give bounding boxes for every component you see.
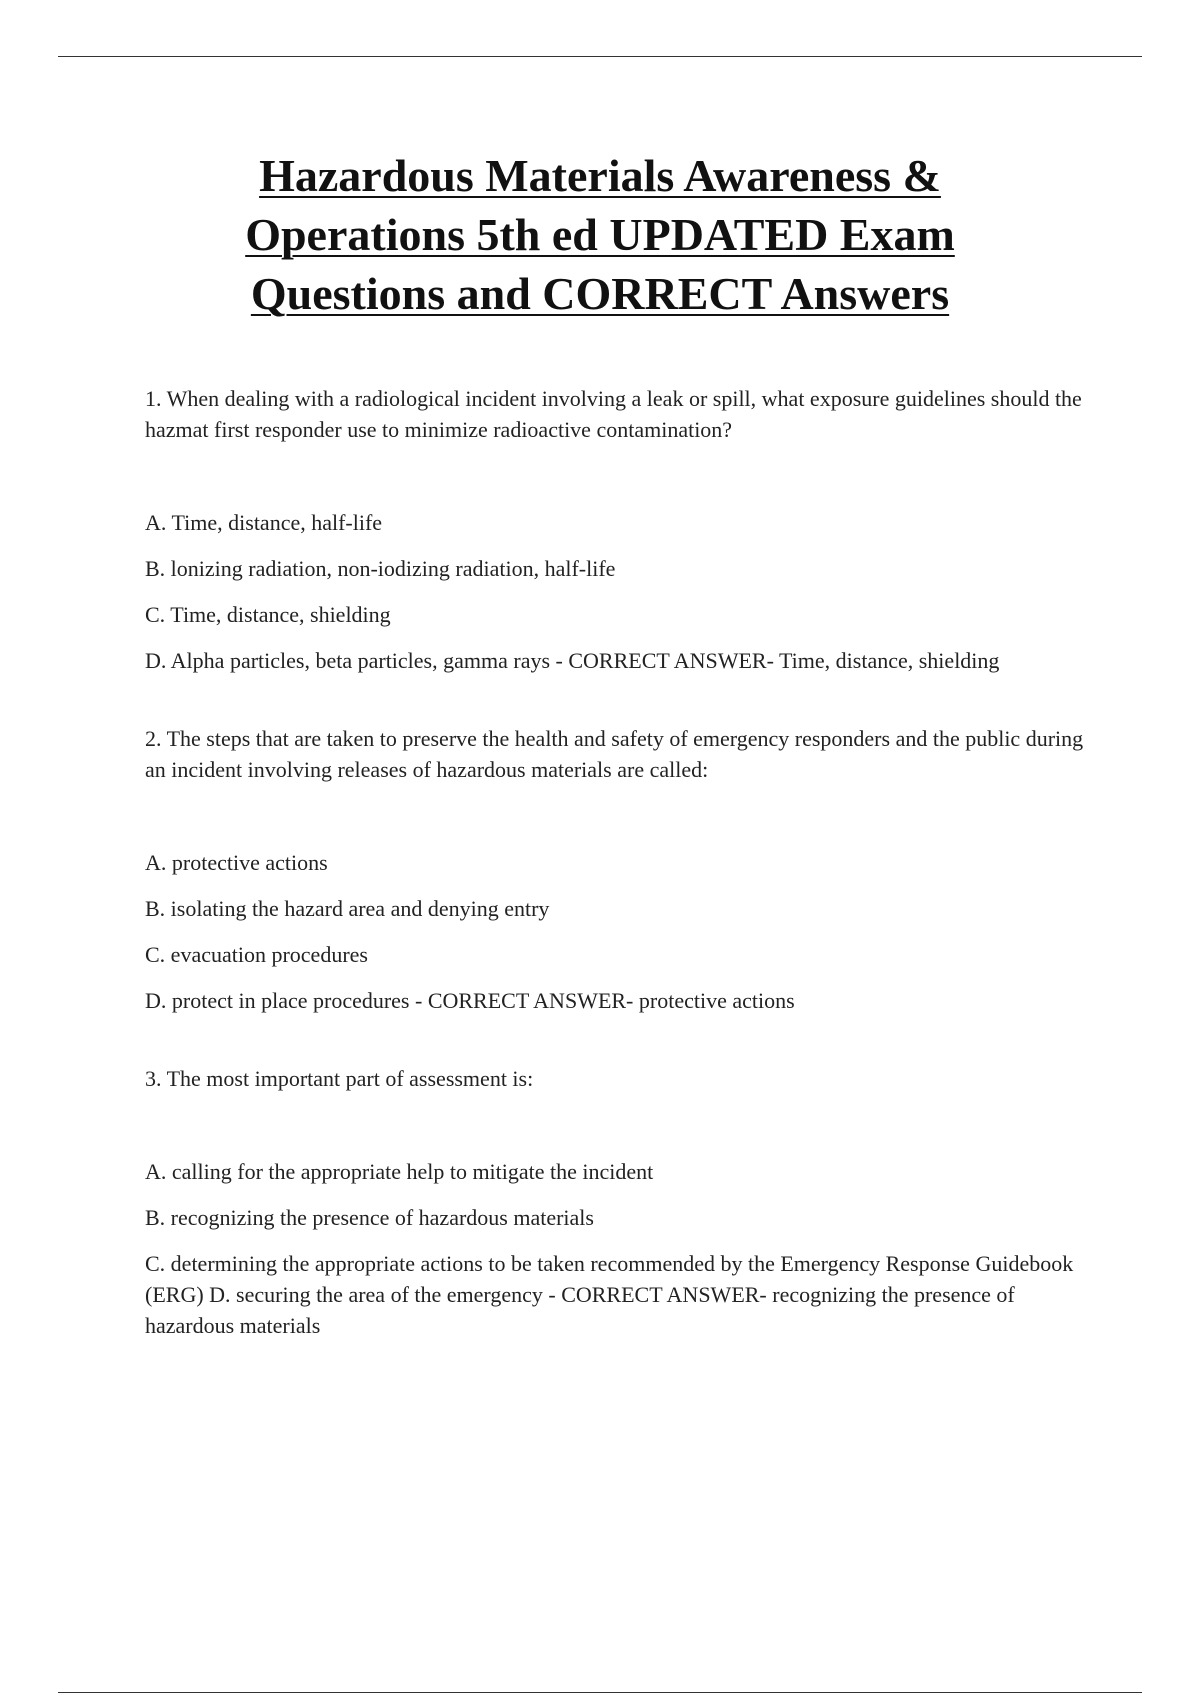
answer-options: [145, 847, 1095, 1016]
answer-option: A. calling for the appropriate help to mitigate the incident: [145, 1159, 654, 1184]
question-text: 1. When dealing with a radiological incident involving a leak or spill, what exposure guidelines should the hazmat first responder use to minimize radioactive contamination?: [145, 386, 1082, 442]
footer-rule: [58, 1692, 1142, 1693]
document-title: Hazardous Materials Awareness & Operations 5th ed UPDATED Exam Questions and CORRECT Answers: [245, 150, 955, 319]
answer-option: B. isolating the hazard area and denying entry: [145, 896, 550, 921]
answer-option: D. Alpha particles, beta particles, gamma rays - CORRECT ANSWER- Time, distance, shielding: [145, 648, 1000, 673]
answer-option: C. evacuation procedures: [145, 942, 368, 967]
question-2: [145, 723, 1095, 1016]
answer-option: D. protect in place procedures - CORRECT ANSWER- protective actions: [145, 988, 795, 1013]
question-1: [145, 383, 1095, 676]
answer-option: C. Time, distance, shielding: [145, 602, 391, 627]
answer-options: [145, 507, 1095, 676]
answer-options: [145, 1156, 1095, 1341]
question-list: [145, 383, 1095, 1388]
answer-option: B. recognizing the presence of hazardous materials: [145, 1205, 594, 1230]
answer-option: A. protective actions: [145, 850, 328, 875]
answer-option: C. determining the appropriate actions to be taken recommended by the Emergency Response Guidebook (ERG) D. securing the area of the emergency - CORRECT ANSWER- recognizing the presence of hazardous materials: [145, 1251, 1074, 1338]
question-3: [145, 1063, 1095, 1341]
question-text: 3. The most important part of assessment is:: [145, 1066, 534, 1091]
answer-option: A. Time, distance, half-life: [145, 510, 383, 535]
question-text: 2. The steps that are taken to preserve the health and safety of emergency responders and the public during an incident involving releases of hazardous materials are called:: [145, 726, 1084, 782]
answer-option: B. lonizing radiation, non-iodizing radiation, half-life: [145, 556, 616, 581]
header-rule: [58, 56, 1142, 57]
